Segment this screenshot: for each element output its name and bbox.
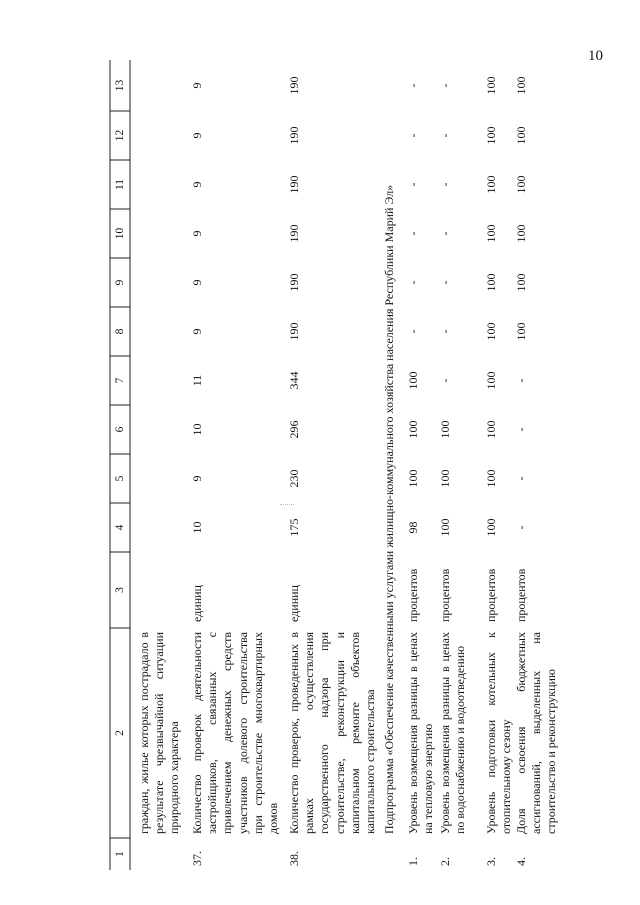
header-col-4: 4 (114, 524, 126, 531)
sub-row-3-description: Уровень подготовки котельных к отопительному сезону (484, 632, 514, 834)
sub-row-1-number: 1. (406, 857, 420, 866)
row-38-value: 190 (287, 76, 301, 95)
sub-row-1-value: - (406, 280, 420, 285)
row-38-value: 190 (287, 175, 301, 194)
row-37-value: 9 (190, 328, 204, 335)
sub-row-4-value: - (514, 525, 528, 530)
sub-row-1-value: - (406, 133, 420, 138)
sub-row-2-value: - (438, 83, 452, 88)
sub-row-4-value: - (514, 476, 528, 481)
sub-row-3-value: 100 (484, 175, 498, 194)
sub-row-1-value: - (406, 182, 420, 187)
sub-row-4-value: - (514, 427, 528, 432)
sub-row-1-value: 98 (406, 521, 420, 534)
row-37-number: 37. (190, 851, 204, 866)
sub-row-2-number: 2. (438, 857, 452, 866)
page-number: 10 (588, 48, 603, 64)
sub-row-2-value: - (438, 329, 452, 334)
row-38-value: 175 (287, 518, 301, 537)
sub-row-3-number: 3. (484, 857, 498, 866)
sub-row-3-value: 100 (484, 420, 498, 439)
sub-row-4-value: 100 (514, 126, 528, 145)
row-37-value: 9 (190, 230, 204, 237)
sub-row-4-number: 4. (514, 857, 528, 866)
sub-row-1-value: - (406, 329, 420, 334)
row-37-value: 9 (190, 475, 204, 482)
sub-row-2-value: - (438, 231, 452, 236)
header-col-11: 11 (114, 178, 126, 191)
sub-row-4-value: 100 (514, 273, 528, 292)
sub-row-1-value: 100 (406, 371, 420, 390)
header-col-1: 1 (114, 851, 126, 857)
header-col-2: 2 (114, 730, 126, 736)
sub-row-3-value: 100 (484, 371, 498, 390)
sub-row-3-value: 100 (484, 76, 498, 95)
header-col-5: 5 (114, 475, 126, 482)
sub-row-4-unit: процентов (514, 568, 528, 622)
sub-row-2-value: - (438, 182, 452, 187)
sub-row-1-value: 100 (406, 469, 420, 488)
sub-row-2-value: - (438, 280, 452, 285)
sub-row-4-value: 100 (514, 175, 528, 194)
row-38-unit: единиц (287, 585, 301, 622)
header-col-10: 10 (114, 227, 126, 240)
header-col-6: 6 (114, 426, 126, 433)
sub-row-3-unit: процентов (484, 568, 498, 622)
row-38-value: 344 (287, 371, 301, 390)
row-38-value: 296 (287, 420, 301, 439)
sub-row-1-description: Уровень возмещения разницы в ценах на тепловую энергию (406, 632, 436, 834)
row-37-value: 10 (190, 423, 204, 436)
sub-row-1-value: - (406, 231, 420, 236)
row-38-value: 190 (287, 126, 301, 145)
sub-row-2-description: Уровень возмещения разницы в ценах по водоснабжению и водоотведению (438, 632, 468, 834)
sub-row-3-value: 100 (484, 518, 498, 537)
row-37-description: Количество проверок деятельности застройщиков, связанных с привлечением денежных средств участников долевого строительства при строительстве многоквартирных домов (190, 632, 281, 834)
header-col-8: 8 (114, 328, 126, 335)
sub-row-2-value: - (438, 378, 452, 383)
sub-row-1-value: - (406, 83, 420, 88)
rotated-table-page (110, 60, 559, 870)
sub-row-3-value: 100 (484, 273, 498, 292)
row-37-value: 9 (190, 132, 204, 139)
sub-row-2-value: - (438, 133, 452, 138)
sub-row-2-value: 100 (438, 518, 452, 537)
sub-row-3-value: 100 (484, 126, 498, 145)
sub-row-3-value: 100 (484, 469, 498, 488)
row-38-value: 190 (287, 224, 301, 243)
sub-row-4-value: 100 (514, 224, 528, 243)
row-38-value: 190 (287, 273, 301, 292)
row-37-value: 9 (190, 279, 204, 286)
sub-row-4-description: Доля освоения бюджетных ассигнований, выделенных на строительство и реконструкцию (514, 632, 559, 834)
row-37-value: 9 (190, 82, 204, 89)
row-38-number: 38. (287, 851, 301, 866)
row-38-value: 230 (287, 469, 301, 488)
continuation-text: граждан, жилье которых пострадало в результате чрезвычайной ситуации природного характера (137, 632, 182, 834)
row-37-unit: единиц (190, 585, 204, 622)
row-38-value: 190 (287, 322, 301, 341)
sub-row-3-value: 100 (484, 322, 498, 341)
sub-row-2-value: 100 (438, 420, 452, 439)
header-col-13: 13 (114, 79, 126, 92)
sub-row-4-value: 100 (514, 322, 528, 341)
row-38-description: Количество проверок, проведенных в рамках осуществления государственного надзора при строительстве, реконструкции и капитальном ремонте объектов капитального строительства (287, 632, 378, 834)
row-37-value: 10 (190, 521, 204, 534)
sub-row-3-value: 100 (484, 224, 498, 243)
sub-row-1-value: 100 (406, 420, 420, 439)
sub-row-4-value: - (514, 378, 528, 383)
sub-row-2-value: 100 (438, 469, 452, 488)
header-col-3: 3 (114, 587, 126, 593)
header-col-12: 12 (114, 129, 126, 142)
sub-row-2-unit: процентов (438, 568, 452, 622)
row-37-value: 11 (190, 374, 204, 387)
sub-row-1-unit: процентов (406, 568, 420, 622)
sub-row-4-value: 100 (514, 76, 528, 95)
header-col-9: 9 (114, 279, 126, 286)
header-col-7: 7 (114, 377, 126, 384)
row-37-value: 9 (190, 181, 204, 188)
subprogram-title: Подпрограмма «Обеспечение качественными услугами жилищно-коммунального хозяйства населения Республики Марий Эл» (382, 184, 396, 834)
